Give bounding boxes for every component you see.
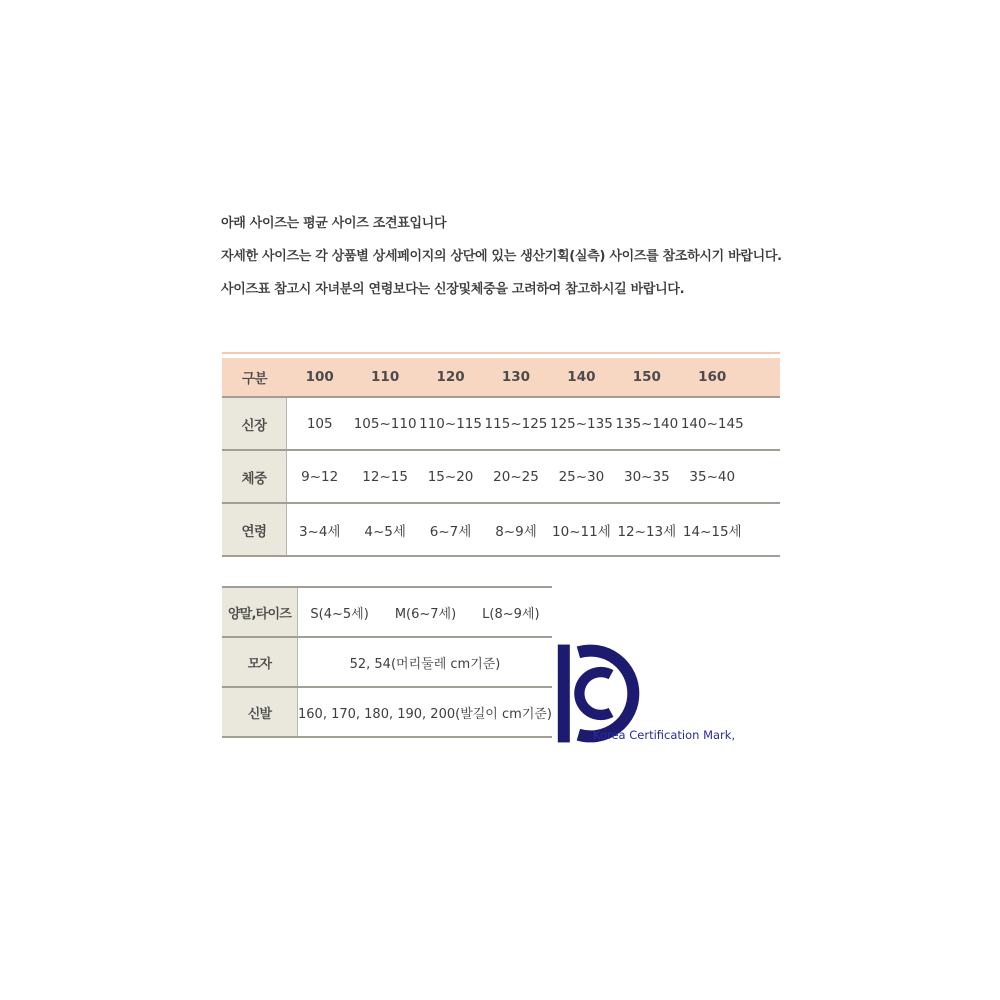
- header-cell-size: 150: [632, 369, 661, 385]
- row-label-socks-tights: 양말,타이즈: [222, 588, 298, 636]
- header-cell-category: 구분: [241, 371, 268, 387]
- height-value: 140~145: [680, 415, 744, 432]
- header-cell-size: 100: [305, 369, 334, 385]
- table-row-height: [222, 398, 780, 451]
- kc-certification-mark: [556, 642, 756, 752]
- height-value: 110~115: [419, 415, 482, 432]
- kc-caption: Korea Certification Mark,: [593, 728, 736, 742]
- height-value: 125~135: [549, 415, 613, 432]
- weight-value: 30~35: [623, 468, 670, 485]
- header-cell-size: 120: [436, 369, 465, 385]
- age-value: 3~4세: [298, 523, 341, 540]
- weight-value: 15~20: [427, 468, 474, 485]
- intro-line-3: 사이즈표 참고시 자녀분의 연령보다는 신장및체중을 고려하여 참고하시길 바랍니다.: [221, 282, 685, 297]
- header-cell-size: 160: [698, 369, 727, 385]
- age-value: 14~15세: [682, 523, 742, 540]
- age-value: 6~7세: [429, 523, 472, 540]
- intro-line-1: 아래 사이즈는 평균 사이즈 조견표입니다: [221, 216, 447, 231]
- size-table-top-border: [222, 352, 780, 354]
- weight-value: 12~15: [362, 468, 408, 485]
- accessory-size-table: [222, 586, 552, 738]
- hat-sizes: 52, 54(머리둘레 cm기준): [349, 656, 501, 672]
- row-label-weight: 체중: [222, 451, 287, 502]
- shoe-sizes: 160, 170, 180, 190, 200(발길이 cm기준): [298, 706, 553, 722]
- row-label-age: 연령: [222, 504, 287, 555]
- header-cell-size: 110: [371, 369, 400, 385]
- table-row-socks-tights: [222, 588, 552, 638]
- age-value: 4~5세: [364, 523, 406, 540]
- table-row-age: [222, 504, 780, 557]
- intro-line-2: 자세한 사이즈는 각 상품별 상세페이지의 상단에 있는 생산기획(실측) 사이즈를 참조하시기 바랍니다.: [221, 249, 782, 264]
- weight-value: 35~40: [689, 468, 736, 485]
- socks-size-l: L(8~9세): [482, 606, 540, 622]
- age-value: 8~9세: [495, 523, 537, 540]
- height-value: 115~125: [484, 415, 548, 432]
- size-table-body: [222, 396, 780, 557]
- row-label-height: 신장: [222, 398, 287, 449]
- header-cell-size: 140: [567, 369, 596, 385]
- header-cells: [287, 369, 780, 385]
- size-table-header-row: [222, 358, 780, 396]
- weight-value: 20~25: [493, 468, 539, 485]
- socks-size-s: S(4~5세): [310, 606, 369, 622]
- socks-size-m: M(6~7세): [394, 606, 457, 622]
- height-value: 135~140: [615, 415, 679, 432]
- size-table: [222, 352, 780, 557]
- height-value: 105: [306, 415, 333, 432]
- table-row-weight: [222, 451, 780, 504]
- age-value: 10~11세: [552, 523, 611, 540]
- header-cell-size: 130: [501, 369, 531, 385]
- intro-text-block: [221, 216, 782, 315]
- row-label-shoes: 신발: [222, 688, 298, 736]
- row-label-hat: 모자: [222, 638, 298, 686]
- weight-value: 25~30: [558, 468, 605, 485]
- table-row-shoes: [222, 688, 552, 738]
- age-value: 12~13세: [617, 523, 677, 540]
- table-row-hat: [222, 638, 552, 688]
- weight-value: 9~12: [301, 468, 339, 485]
- height-value: 105~110: [353, 415, 417, 432]
